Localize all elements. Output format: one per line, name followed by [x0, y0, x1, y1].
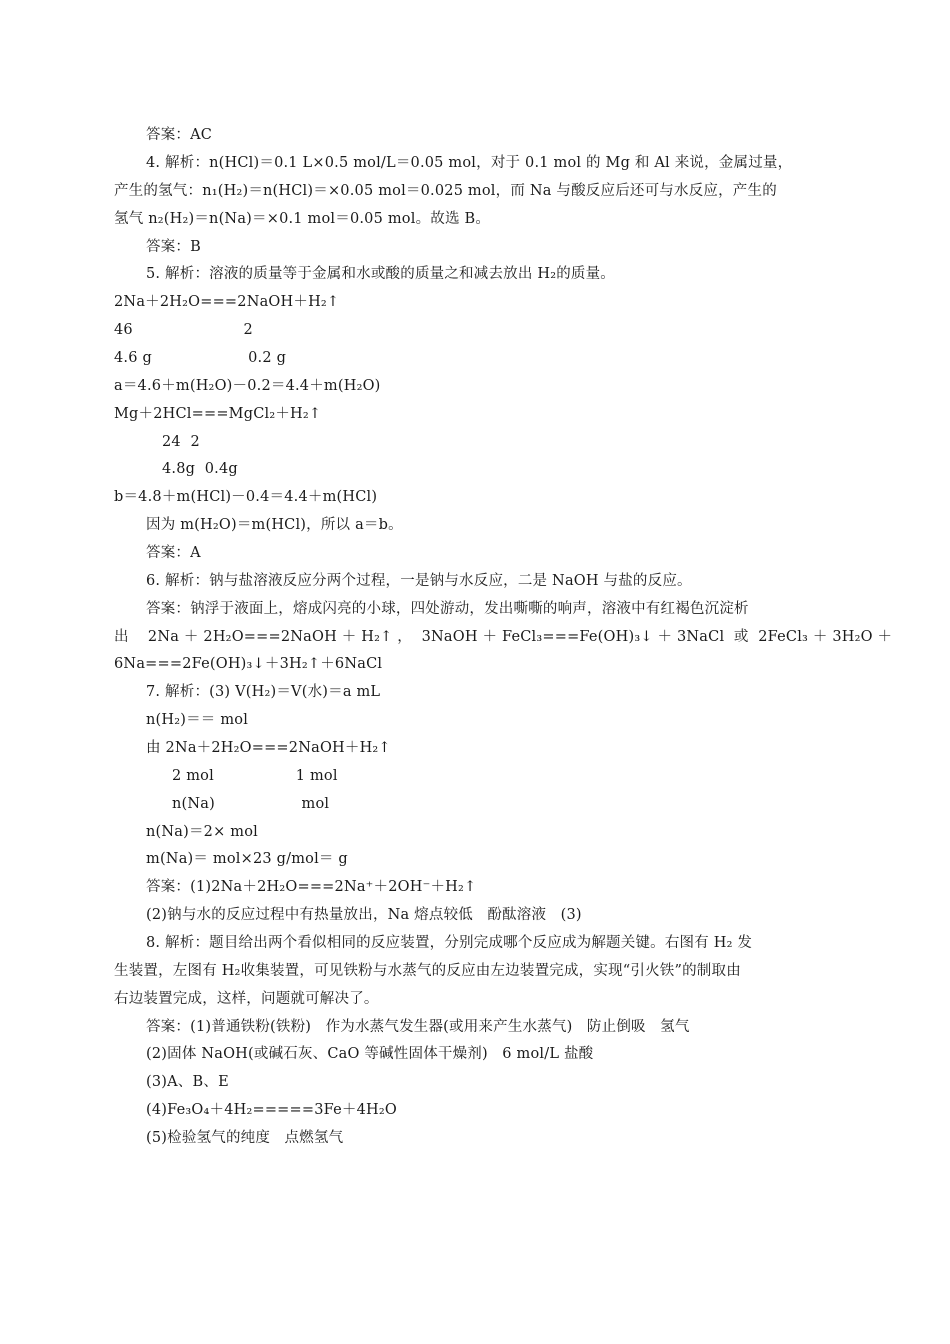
answer-8-part2: (2)固体 NaOH(或碱石灰、CaO 等碱性固体干燥剂) 6 mol/L 盐酸: [146, 1046, 594, 1062]
q7-m-na: m(Na)＝ mol×23 g/mol＝ g: [146, 851, 348, 867]
q5-equation-2: Mg＋2HCl===MgCl₂＋H₂↑: [114, 406, 322, 422]
q7-equation: 由 2Na＋2H₂O===2NaOH＋H₂↑: [146, 740, 391, 756]
q5-a-expression: a＝4.6＋m(H₂O)－0.2＝4.4＋m(H₂O): [114, 378, 381, 394]
answer-5: 答案：A: [146, 545, 201, 561]
q7-analysis: 7. 解析：(3) V(H₂)＝V(水)＝a mL: [146, 684, 381, 700]
q7-n-na-row: n(Na) mol: [172, 796, 330, 812]
answer-3: 答案：AC: [146, 127, 213, 143]
q5-mass-1: 4.6 g 0.2 g: [114, 350, 287, 366]
q5-equation-1: 2Na＋2H₂O===2NaOH＋H₂↑: [114, 294, 340, 310]
q5-mass-2: 4.8g 0.4g: [162, 461, 238, 477]
q5-b-expression: b＝4.8＋m(HCl)－0.4＝4.4＋m(HCl): [114, 489, 378, 505]
q6-analysis: 6. 解析：钠与盐溶液反应分两个过程，一是钠与水反应，二是 NaOH 与盐的反应。: [146, 573, 692, 589]
answer-4: 答案：B: [146, 239, 201, 255]
answer-8-part1: 答案：(1)普通铁粉(铁粉) 作为水蒸气发生器(或用来产生水蒸气) 防止倒吸 氢气: [146, 1019, 690, 1035]
q5-molar-ratio-1: 46 2: [114, 322, 253, 338]
answer-7-part1: 答案：(1)2Na＋2H₂O===2Na⁺＋2OH⁻＋H₂↑: [146, 879, 477, 895]
q7-n-h2: n(H₂)＝＝ mol: [146, 712, 249, 728]
answer-8-part5: (5)检验氢气的纯度 点燃氢气: [146, 1130, 344, 1146]
q4-analysis-line1: 4. 解析：n(HCl)＝0.1 L×0.5 mol/L＝0.05 mol，对于 0.1 mol 的 Mg 和 Al 来说，金属过量，: [146, 155, 793, 171]
q5-conclusion: 因为 m(H₂O)＝m(HCl)，所以 a＝b。: [146, 517, 403, 533]
q5-molar-ratio-2: 24 2: [162, 434, 200, 450]
answer-7-part2: (2)钠与水的反应过程中有热量放出，Na 熔点较低 酚酞溶液 (3): [146, 907, 582, 923]
q4-analysis-line3: 氢气 n₂(H₂)＝n(Na)＝×0.1 mol＝0.05 mol。故选 B。: [114, 211, 491, 227]
answer-6-line2: 出 2Na ＋ 2H₂O===2NaOH ＋ H₂↑ ， 3NaOH ＋ FeCl₃===Fe(OH)₃↓ ＋ 3NaCl 或 2FeCl₃ ＋ 3H₂O ＋: [114, 629, 893, 645]
q5-analysis: 5. 解析：溶液的质量等于金属和水或酸的质量之和减去放出 H₂的质量。: [146, 266, 616, 282]
answer-6-line3: 6Na===2Fe(OH)₃↓＋3H₂↑＋6NaCl: [114, 656, 383, 672]
answer-8-part4: (4)Fe₃O₄＋4H₂=====3Fe＋4H₂O: [146, 1102, 397, 1118]
answer-6-line1: 答案：钠浮于液面上，熔成闪亮的小球，四处游动，发出嘶嘶的响声，溶液中有红褐色沉淀析: [146, 601, 749, 617]
q7-mol-ratio: 2 mol 1 mol: [172, 768, 338, 784]
q7-n-na: n(Na)＝2× mol: [146, 824, 258, 840]
q8-analysis-line3: 右边装置完成，这样，问题就可解决了。: [114, 991, 379, 1007]
q4-analysis-line2: 产生的氢气：n₁(H₂)＝n(HCl)＝×0.05 mol＝0.025 mol，而 Na 与酸反应后还可与水反应，产生的: [114, 183, 777, 199]
answer-8-part3: (3)A、B、E: [146, 1074, 229, 1090]
q8-analysis-line2: 生装置，左图有 H₂收集装置，可见铁粉与水蒸气的反应由左边装置完成，实现“引火铁”的制取由: [114, 963, 741, 979]
q8-analysis-line1: 8. 解析：题目给出两个看似相同的反应装置，分别完成哪个反应成为解题关键。右图有 H₂ 发: [146, 935, 753, 951]
